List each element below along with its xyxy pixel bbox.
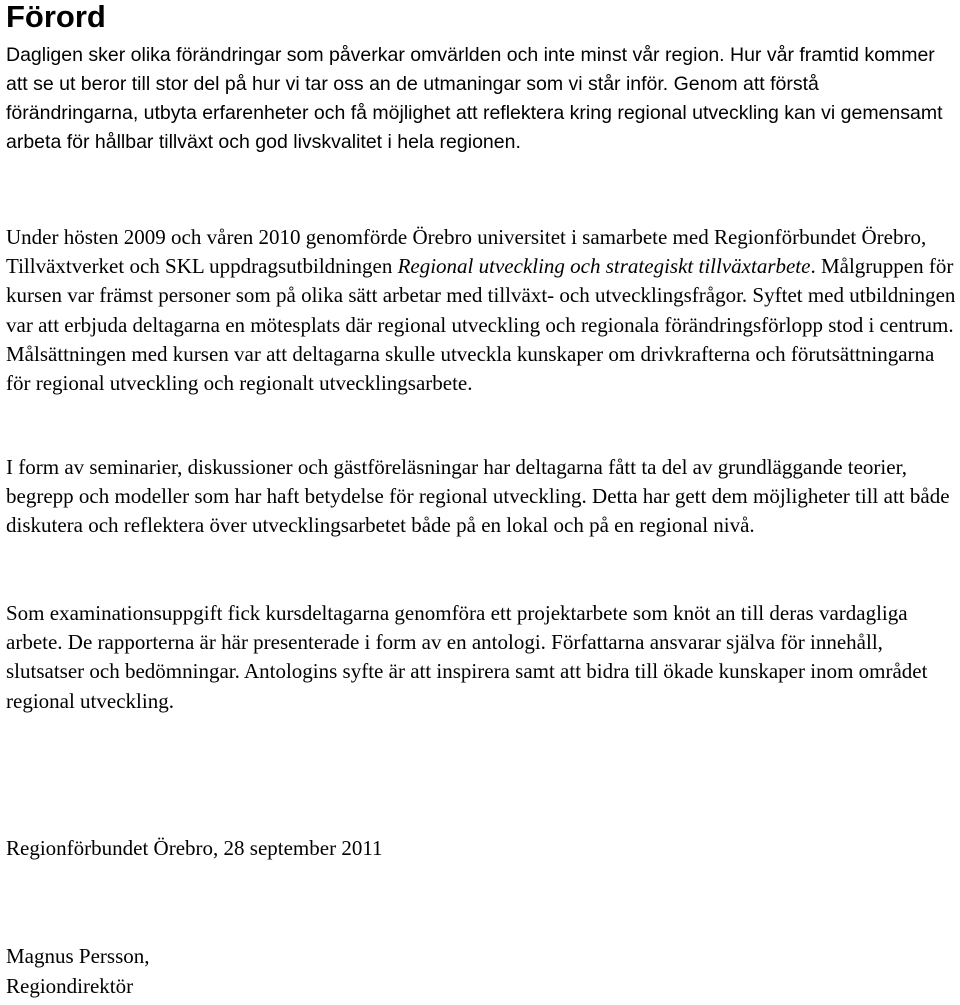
course-paragraph-text-before: Under hösten 2009 och våren 2010 genomförde Örebro universitet i samarbete med Regionförbundet Örebro, Tillväxtverket och SKL uppdragsutbildningen	[6, 225, 927, 279]
course-paragraph-text-after: . Målgruppen för kursen var främst personer som på olika sätt arbetar med tillväxt- och utvecklingsfrågor. Syftet med utbildningen var att erbjuda deltagarna en mötesplats där regional utveckling och regionala förändringsförlopp stod i centrum. Målsättningen med kursen var att deltagarna skulle utveckla kunskaper om drivkrafterna och förutsättningarna för regional utveckling och regionalt utvecklingsarbete.	[6, 254, 956, 396]
intro-paragraph: Dagligen sker olika förändringar som påverkar omvärlden och inte minst vår region. Hur vår framtid kommer att se ut beror till stor del på hur vi tar oss an de utmaningar som vi står inför. Genom att förstå förändringarna, utbyta erfarenheter och få möjlighet att reflektera kring regional utveckling kan vi gemensamt arbeta för hållbar tillväxt och god livskvalitet i hela regionen.	[6, 44, 943, 153]
seminar-paragraph: I form av seminarier, diskussioner och gästföreläsningar har deltagarna fått ta del av grundläggande teorier, begrepp och modeller som har haft betydelse för regional utveckling. Detta har gett dem möjligheter till att både diskutera och reflektera över utvecklingsarbetet både på en lokal och på en regional nivå.	[6, 455, 950, 538]
signature-name: Magnus Persson,	[6, 944, 150, 968]
course-paragraph	[6, 223, 956, 398]
examination-paragraph: Som examinationsuppgift fick kursdeltagarna genomföra ett projektarbete som knöt an till deras vardagliga arbete. De rapporterna är här presenterade i form av en antologi. Författarna ansvarar själva för innehåll, slutsatser och bedömningar. Antologins syfte är att inspirera samt att bidra till ökade kunskaper inom området regional utveckling.	[6, 601, 928, 713]
signature-place-date: Regionförbundet Örebro, 28 september 2011	[6, 836, 383, 860]
course-title-italic: Regional utveckling och strategiskt tillväxtarbete	[397, 254, 811, 279]
signature-role: Regiondirektör	[6, 974, 134, 998]
page-title: Förord	[6, 0, 106, 34]
